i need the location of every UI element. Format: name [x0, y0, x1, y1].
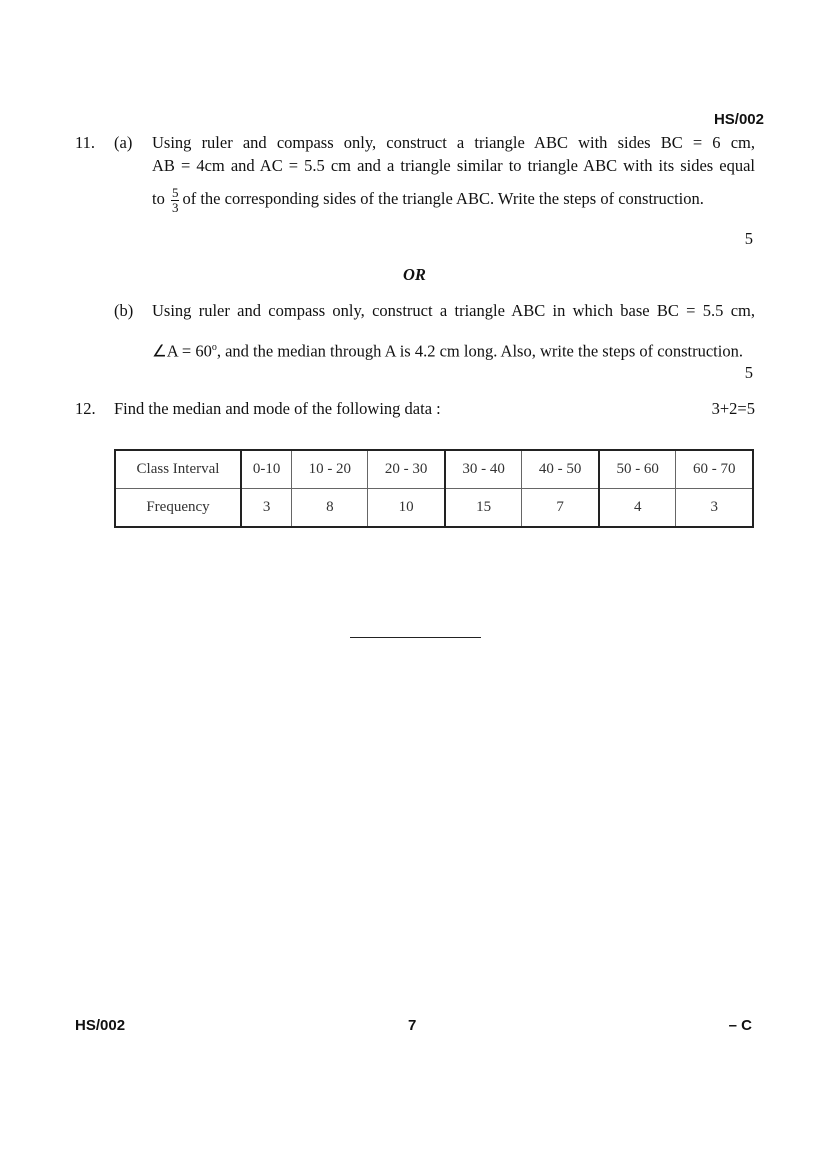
fraction-denominator: 3 — [171, 199, 179, 215]
question-11a-line1: Using ruler and compass only, construct a triangle ABC with sides BC = 6 cm, — [152, 133, 755, 152]
table-cell: 30 - 40 — [445, 450, 522, 489]
fraction — [171, 186, 180, 215]
question-12-text: Find the median and mode of the following data : — [114, 399, 441, 418]
row-header-class-interval: Class Interval — [115, 450, 241, 489]
end-rule — [350, 637, 481, 638]
table-cell: 7 — [522, 489, 599, 528]
question-11a-label: (a) — [114, 133, 133, 152]
table-cell: 8 — [292, 489, 368, 528]
table-cell: 50 - 60 — [599, 450, 676, 489]
angle-value: A = 60 — [166, 341, 212, 361]
table-cell: 3 — [676, 489, 753, 528]
table-row — [115, 450, 753, 489]
degree-symbol: o — [211, 342, 217, 353]
fraction-numerator: 5 — [171, 184, 179, 200]
table-cell: 15 — [445, 489, 522, 528]
question-12-number: 12. — [75, 399, 96, 418]
footer-code-right: – C — [728, 1017, 752, 1034]
table-cell: 4 — [599, 489, 676, 528]
or-separator: OR — [403, 265, 426, 284]
question-11a-line2: AB = 4cm and AC = 5.5 cm and a triangle similar to triangle ABC with its sides equal — [152, 156, 755, 175]
table-cell: 40 - 50 — [522, 450, 599, 489]
table-cell: 20 - 30 — [368, 450, 445, 489]
table-cell: 60 - 70 — [676, 450, 753, 489]
table-cell: 3 — [241, 489, 292, 528]
question-11b-line1: Using ruler and compass only, construct a triangle ABC in which base BC = 5.5 cm, — [152, 301, 755, 320]
page-number: 7 — [408, 1017, 417, 1034]
question-11a-marks: 5 — [744, 229, 753, 248]
question-12-marks: 3+2=5 — [711, 399, 755, 418]
table-row — [115, 489, 753, 528]
question-11-number: 11. — [75, 133, 96, 152]
frequency-table — [114, 449, 754, 528]
table-cell: 0-10 — [241, 450, 292, 489]
question-11a-line3 — [152, 184, 704, 215]
table-cell: 10 - 20 — [292, 450, 368, 489]
row-header-frequency: Frequency — [115, 489, 241, 528]
footer-code: HS/002 — [75, 1017, 126, 1034]
question-11b-marks: 5 — [744, 363, 753, 382]
header-code: HS/002 — [713, 111, 764, 128]
table-cell: 10 — [368, 489, 445, 528]
question-11a-line3-post: of the corresponding sides of the triangle ABC. Write the steps of construction. — [182, 189, 704, 208]
question-11a-line3-pre: to — [152, 189, 165, 208]
angle-icon: ∠ — [152, 341, 167, 361]
question-11b-label: (b) — [114, 301, 134, 320]
question-11b-line2-rest: , and the median through A is 4.2 cm long. Also, write the steps of construction. — [216, 341, 743, 361]
question-11b-line2 — [152, 338, 755, 362]
